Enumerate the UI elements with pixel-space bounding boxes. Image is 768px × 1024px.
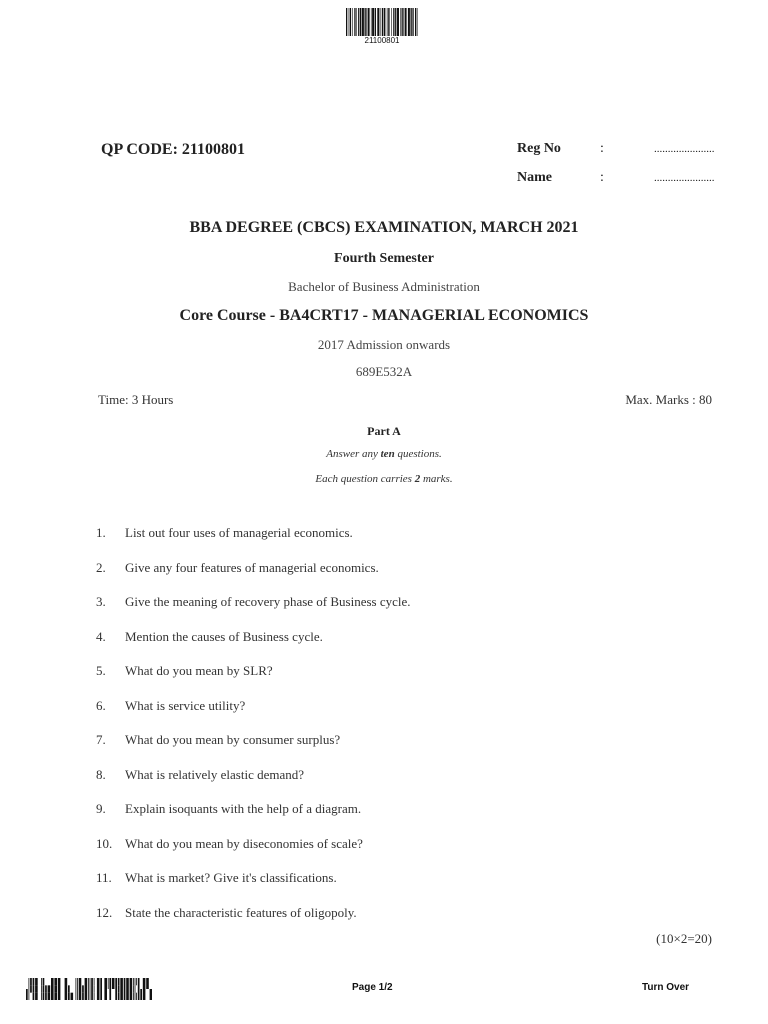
question-item [0, 801, 768, 821]
question-item [0, 836, 768, 856]
question-text: What do you mean by diseconomies of scale? [125, 835, 363, 851]
question-text: What is relatively elastic demand? [125, 766, 305, 782]
question-item [0, 870, 768, 890]
question-text: What do you mean by SLR? [125, 663, 273, 678]
instruction-marks-each [0, 473, 768, 485]
question-number: 9. [96, 801, 106, 816]
question-number: 1. [96, 525, 106, 540]
question-text: What do you mean by consumer surplus? [125, 732, 341, 747]
question-item [0, 663, 768, 683]
name-blank: ...................... [654, 172, 715, 184]
programme: Bachelor of Business Administration [288, 279, 480, 294]
question-text: List out four uses of managerial economics. [125, 525, 353, 540]
question-item [0, 732, 768, 752]
instruction-text: Each question carries [315, 473, 415, 485]
part-marks-summary: (10×2=20) [656, 931, 712, 946]
question-number: 6. [96, 697, 106, 713]
barcode-number: 21100801 [364, 36, 400, 45]
reg-no-colon: : [600, 141, 604, 156]
question-number: 4. [96, 628, 106, 644]
barcode-bars [346, 8, 418, 36]
question-item [0, 767, 768, 787]
instruction-emphasis: ten [380, 448, 395, 460]
question-number: 12. [96, 904, 113, 920]
paper-code: 689E532A [355, 364, 413, 379]
question-item [0, 629, 768, 649]
max-marks: Max. Marks : 80 [625, 392, 712, 407]
question-text: Give the meaning of recovery phase of Business cycle. [125, 594, 411, 609]
reg-no-blank: ...................... [654, 143, 715, 155]
turn-over-note: Turn Over [642, 982, 690, 993]
question-text: Mention the causes of Business cycle. [125, 628, 323, 644]
course-title: Core Course - BA4CRT17 - MANAGERIAL ECONOMICS [179, 307, 589, 324]
question-item [0, 594, 768, 614]
question-text: Explain isoquants with the help of a diagram. [125, 801, 362, 816]
instruction-answer-count [0, 448, 768, 460]
qp-code: QP CODE: 21100801 [101, 141, 246, 158]
reg-no-label: Reg No [517, 141, 561, 156]
admission-note: 2017 Admission onwards [317, 337, 451, 352]
instruction-text: Answer any [326, 448, 381, 460]
question-item [0, 905, 768, 925]
page-number: Page 1/2 [352, 982, 393, 993]
question-number: 8. [96, 766, 106, 782]
instruction-text: marks. [420, 473, 453, 485]
question-number: 7. [96, 732, 106, 747]
question-text: What is service utility? [125, 697, 246, 713]
semester: Fourth Semester [334, 251, 434, 266]
question-number: 11. [96, 870, 112, 885]
exam-title: BBA DEGREE (CBCS) EXAMINATION, MARCH 2021 [189, 219, 579, 236]
name-colon: : [600, 170, 604, 185]
instruction-text: questions. [394, 448, 442, 460]
question-item [0, 560, 768, 580]
question-item [0, 525, 768, 545]
part-title: Part A [367, 424, 401, 438]
question-item [0, 698, 768, 718]
question-number: 2. [96, 559, 106, 575]
question-number: 5. [96, 663, 106, 678]
question-text: What is market? Give it's classifications. [125, 870, 337, 885]
top-barcode [346, 8, 418, 45]
question-text: Give any four features of managerial economics. [125, 559, 379, 575]
time-allowed: Time: 3 Hours [98, 392, 174, 407]
name-label: Name [517, 170, 552, 185]
question-text: State the characteristic features of oligopoly. [125, 904, 357, 920]
question-number: 10. [96, 835, 113, 851]
instruction-emphasis: 2 [414, 473, 421, 485]
question-number: 3. [96, 594, 106, 609]
footer-barcode [26, 978, 152, 1000]
